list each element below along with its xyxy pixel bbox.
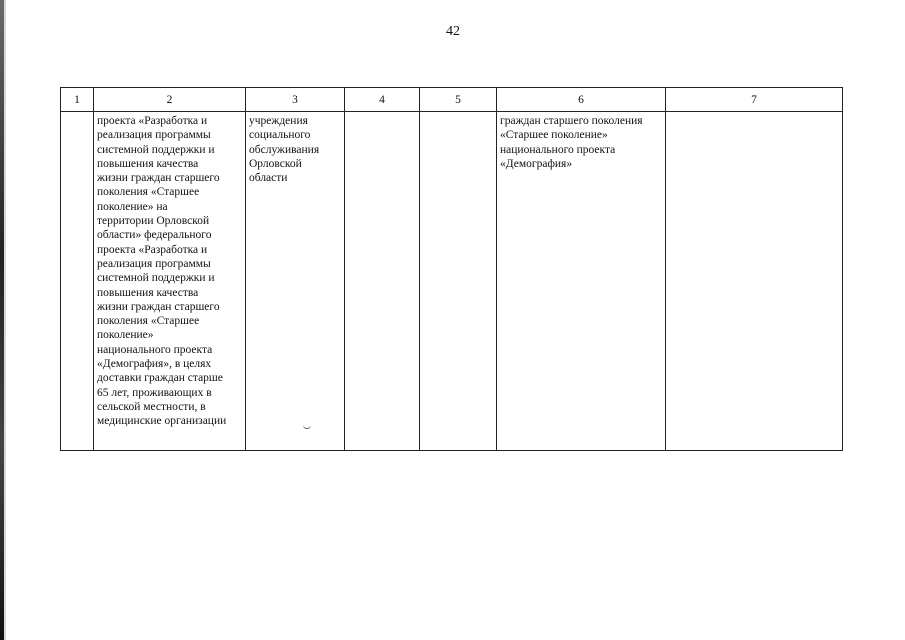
- cell-col-3-text: учреждения социального обслуживания Орловской области: [249, 115, 320, 185]
- table-row: [61, 112, 843, 451]
- cell-col-5-text: [420, 112, 496, 114]
- cell-col-2: [94, 112, 246, 451]
- header-col-5: 5: [420, 88, 497, 112]
- header-col-3: 3: [246, 88, 345, 112]
- cell-col-1-text: [61, 112, 93, 114]
- table-header-row: [61, 88, 843, 112]
- header-col-1: 1: [61, 88, 94, 112]
- header-col-2: 2: [94, 88, 246, 112]
- cell-col-6-text: граждан старшего поколения «Старшее поколение» национального проекта «Демография»: [500, 115, 643, 170]
- scan-left-edge-shadow: [4, 0, 6, 640]
- cell-col-1: [61, 112, 94, 451]
- cell-col-2-text: проекта «Разработка и реализация программы системной поддержки и повышения качества жизни граждан старшего поколения «Старшее поколение» на территории Орловской области» федерального проекта «Разработка и реализация программы системной поддержки и повышения качества жизни граждан старшего поколения «Старшее поколение» национального проекта «Демография», в целях доставки граждан старше 65 лет, проживающих в сельской местности, в медицинские организации: [97, 115, 227, 428]
- cell-col-7-text: [666, 112, 842, 114]
- cell-col-3: [246, 112, 345, 451]
- cell-col-6: [497, 112, 666, 451]
- cell-col-4: [345, 112, 420, 451]
- cell-col-7: [666, 112, 843, 451]
- document-table: [60, 87, 843, 451]
- page-number: 42: [446, 24, 460, 39]
- header-col-4: 4: [345, 88, 420, 112]
- cell-col-4-text: [345, 112, 419, 114]
- header-col-6: 6: [497, 88, 666, 112]
- header-col-7: 7: [666, 88, 843, 112]
- cell-col-5: [420, 112, 497, 451]
